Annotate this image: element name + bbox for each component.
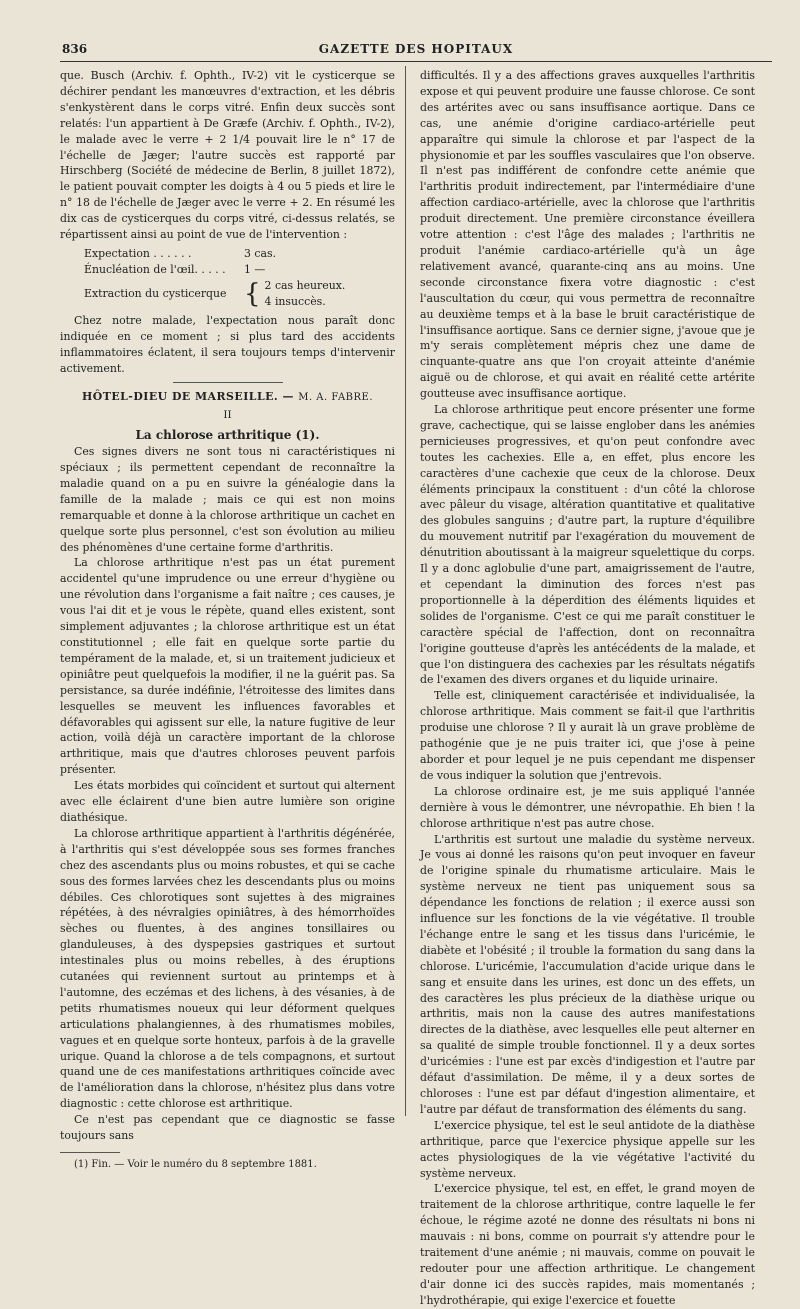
journal-title: GAZETTE DES HOPITAUX — [318, 42, 514, 56]
stat-value: 4 insuccès. — [264, 294, 326, 308]
paragraph: Ce n'est pas cependant que ce diagnostic se fasse toujours sans — [60, 1113, 395, 1143]
stat-label: Extraction du cysticerque — [84, 286, 227, 300]
paragraph: Telle est, cliniquement caractérisée et individualisée, la chlorose arthritique. Mais comment se fait-il que l'arthritis produise une chlorose ? Il y aurait là un grave problème de pathogénie que je ne puis traiter ici, que j'ose à peine aborder et pour lequel je ne puis cependant me dispenser de vous indiquer la solution que j'entrevois. — [420, 689, 755, 782]
paragraph: difficultés. Il y a des affections graves auxquelles l'arthritis expose et qui peuvent produire une fausse chlorose. Ce sont des artérites avec ou sans insuffisance aortique. Dans ce cas, une anémie d'origine cardiaco-artérielle peut apparaître qui simule la chlorose et par l'aspect de la physionomie et par les souffles vasculaires que l'on observe. Il n'est pas indifférent de confondre cette anémie que l'arthritis produit indirectement, par l'intermédiaire d'une affection cardiaco-artérielle, avec la chlorose que l'arthritis produit directement. Une première circonstance éveillera votre attention : c'est l'âge des malades ; l'arthritis ne produit l'anémie cardiaco-artérielle qu'à un âge relativement avancé, quarante-cinq ans au moins. Une seconde circonstance fixera votre diagnostic : c'est l'auscultation du cœur, qui vous permettra de reconnaître au deuxième temps et à la base le bruit caractéristique de l'insuffisance aortique. Sans ce dernier signe, j'avoue que je m'y serais complètement mépris chez une dame de cinquante-quatre ans que l'on croyait atteinte d'anémie aiguë ou de chlorose, et qui avait en réalité cette artérite goutteuse avec insuffisance aortique. — [420, 69, 755, 401]
article-title: La chlorose arthritique (1). — [135, 428, 320, 443]
brace-glyph: { — [244, 278, 261, 309]
stat-value: 3 cas. — [244, 247, 277, 261]
paragraph: L'arthritis est surtout une maladie du système nerveux. Je vous ai donné les raisons qu'on peut invoquer en faveur de l'origine spinale du rhumatisme articulaire. Mais le système nerveux ne tient pas uniquement sous sa dépendance les fonctions de relation ; il exerce aussi son influence sur les fonctions de la vie végétative. Il trouble l'échange entre le sang et les tissus dans l'uricémie, le diabète et l'obésité ; il trouble la formation du sang dans la chlorose. L'uricémie, l'accumulation d'acide urique dans le sang et ensuite dans les urines, est donc un des effets, un des caractères les plus précieux de la diathèse urique ou arthritis, mais non la cause des autres manifestations directes de la diathèse, avec lesquelles elle peut alterner en sa qualité de simple trouble fonctionnel. Il y a deux sortes d'uricémies : l'une est par excès d'indigestion et l'autre par défaut d'assimilation. De même, il y a deux sortes de chloroses : l'une est par défaut d'ingestion alimentaire, et l'autre par défaut de transformation des éléments du sang. — [420, 832, 755, 1116]
paragraph: L'exercice physique, tel est le seul antidote de la diathèse arthritique, parce que l'exercice physique appelle sur les actes physiologiques de la vie végétative l'activité du système nerveux. — [420, 1118, 755, 1180]
stat-value: 1 — — [244, 263, 266, 277]
stat-row-enucleation — [84, 262, 395, 278]
intervention-stats — [84, 246, 395, 310]
header-rule — [60, 61, 772, 62]
stat-row-extraction — [84, 278, 395, 310]
subsection-number: II — [223, 409, 232, 422]
stat-row-expectation — [84, 246, 395, 262]
paragraph: La chlorose arthritique appartient à l'arthritis dégénérée, à l'arthritis qui s'est développée sous ses formes franches chez des ascendants plus ou moins robustes, et qui se cache sous des formes larvées chez les descendants plus ou moins débiles. Ces chlorotiques sont sujettes à des migraines répétées, à des névralgies opiniâtres, à des hémorrhoïdes sèches ou fluentes, à des angines tonsillaires ou glanduleuses, à des dyspepsies gastriques et surtout intestinales plus ou moins rebelles, à des éruptions cutanées qui reviennent surtout au printemps et à l'automne, des eczémas et des lichens, à des vésanies, à de petits rhumatismes noueux qui leur déforment quelques articulations phalangiennes, à des rhumatismes mobiles, vagues et en quelque sorte honteux, parfois à de la gravelle urique. Quand la chlorose a de tels compagnons, et surtout quand une de ces manifestations arthritiques coïncide avec de l'amélioration dans la chlorose, n'hésitez plus dans votre diagnostic : cette chlorose est arthritique. — [60, 826, 395, 1111]
section-divider — [173, 382, 283, 383]
paragraph: Chez notre malade, l'expectation nous paraît donc indiquée en ce moment ; si plus tard des accidents inflammatoires éclatent, il sera toujours temps d'intervenir activement. — [60, 313, 395, 375]
left-column — [60, 68, 395, 1173]
paragraph: La chlorose ordinaire est, je me suis appliqué l'année dernière à vous le démontrer, une névropathie. Eh bien ! la chlorose arthritique n'est pas autre chose. — [420, 784, 755, 830]
page-number: 836 — [62, 42, 88, 56]
footnote-rule — [60, 1152, 120, 1153]
paragraph: Ces signes divers ne sont tous ni caractéristiques ni spéciaux ; ils permettent cependant de reconnaître la maladie quand on a pu en suivre la généalogie dans la famille de la malade ; mais ce qui est non moins remarquable et donne à la chlorose arthritique un cachet en quelque sorte plus personnel, c'est son évolution au milieu des phénomènes d'une certaine forme d'arthritis. — [60, 445, 395, 554]
footnote: (1) Fin. — Voir le numéro du 8 septembre 1881. — [74, 1159, 317, 1170]
paragraph: La chlorose arthritique peut encore présenter une forme grave, cachectique, qui se laisse englober dans les anémies pernicieuses progressives, et qu'on peut confondre avec toutes les cachexies. Elle a, en effet, plus encore les caractères d'une cachexie que ceux de la chlorose. Deux éléments principaux la constituent : d'un côté la chlorose avec pâleur du visage, altération quantitative et qualitative des globules sanguins ; d'autre part, la rupture d'équilibre du mouvement nutritif par l'exagération du mouvement de dénutrition aboutissant à la maigreur squelettique du corps. Il y a donc aglobulie d'une part, amaigrissement de l'autre, et cependant la diminution des forces n'est pas proportionnelle à la déperdition des éléments liquides et solides de l'organisme. C'est ce qui me paraît constituer le caractère spécial de l'affection, dont on reconnaîtra l'origine goutteuse d'après les antécédents de la malade, et que l'on distinguera des cachexies par les résultats négatifs de l'examen des divers organes et du liquide urinaire. — [420, 403, 755, 687]
section-author: M. A. FABRE. — [298, 392, 374, 404]
stat-label: Expectation . . . . . . — [84, 247, 192, 261]
right-column — [420, 68, 755, 1309]
column-separator — [405, 66, 406, 1116]
section-name: HÔTEL-DIEU DE MARSEILLE. — — [81, 390, 294, 404]
paragraph: Les états morbides qui coïncident et surtout qui alternent avec elle éclairent d'une bien autre lumière son origine diathésique. — [60, 779, 395, 824]
paragraph: La chlorose arthritique n'est pas un état purement accidentel qu'une imprudence ou une erreur d'hygiène ou une révolution dans l'organisme a fait naître ; ces causes, je vous l'ai dit et je vous le répète, quand elles existent, sont simplement adjuvantes ; la chlorose arthritique est un état constitutionnel ; elle fait en quelque sorte partie du tempérament de la malade, et, si un traitement judicieux et opiniâtre peut quelquefois la modifier, il ne la guérit pas. Sa persistance, sa durée indéfinie, l'étroitesse des limites dans lesquelles se meuvent les influences favorables et défavorables qui agissent sur elle, la nature fugitive de leur action, voilà déjà un caractère important de la chlorose arthritique, mais que d'autres chloroses peuvent parfois présenter. — [60, 556, 395, 777]
stat-value: 2 cas heureux. — [264, 278, 346, 292]
paragraph: que. Busch (Archiv. f. Ophth., IV-2) vit le cysticerque se déchirer pendant les manœuvres d'extraction, et les débris s'enkystèrent dans le corps vitré. Enfin deux succès sont relatés: l'un appartient à De Græfe (Archiv. f. Ophth., IV-2), le malade avec le verre + 2 1/4 pouvait lire le n° 17 de l'échelle de Jæger; l'autre succès est rapporté par Hirschberg (Société de médecine de Berlin, 8 juillet 1872), le patient pouvait compter les doigts à 4 ou 5 pieds et lire le n° 18 de l'échelle de Jæger avec le verre + 2. En résumé les dix cas de cysticerques du corps vitré, ci-dessus relatés, se répartissent ainsi au point de vue de l'intervention : — [60, 69, 395, 242]
stat-label: Énucléation de l'œil. . . . . — [84, 263, 226, 277]
section-title — [60, 389, 395, 406]
paragraph: L'exercice physique, tel est, en effet, le grand moyen de traitement de la chlorose arthritique, contre laquelle le fer échoue, le régime azoté ne donne des résultats ni bons ni mauvais : ni bons, comme on pourrait s'y attendre pour le traitement d'une anémie ; ni mauvais, comme on pouvait le redouter pour une affection arthritique. Le changement d'air donne ici des succès rapides, mais momentanés ; l'hydrothérapie, qui exige l'exercice et fouette — [420, 1182, 755, 1307]
page-header — [62, 42, 770, 58]
